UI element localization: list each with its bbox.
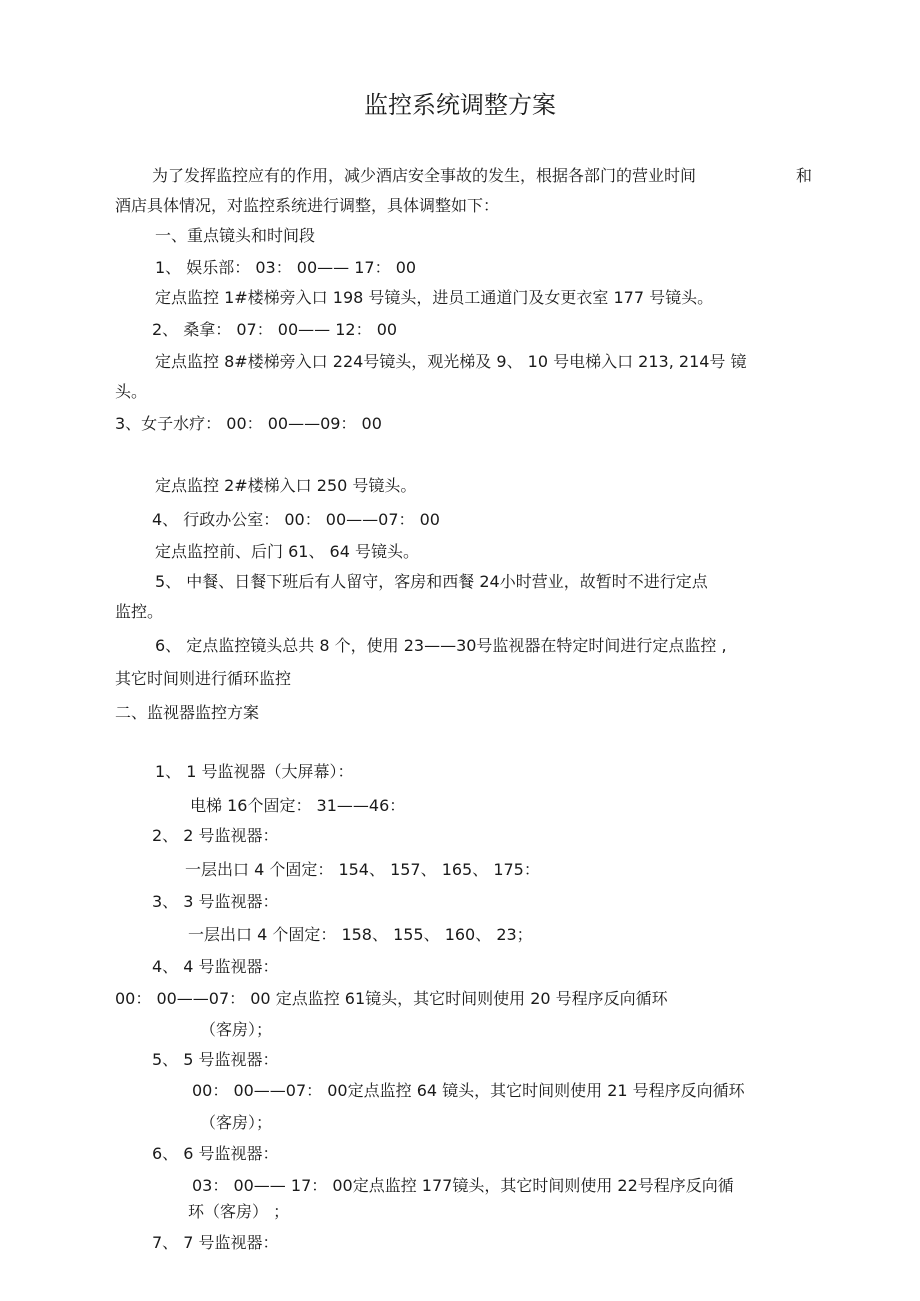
item-1-line: 1、 娱乐部： 03： 00—— 17： 00 bbox=[155, 258, 417, 277]
monitor-7-label: 7、 7 号监视器： bbox=[152, 1233, 279, 1252]
item-4-line: 4、 行政办公室： 00： 00——07： 00 bbox=[152, 510, 440, 529]
document-title: 监控系统调整方案 bbox=[364, 91, 556, 119]
item-6-line: 6、 定点监控镜头总共 8 个，使用 23——30号监视器在特定时间进行定点监控 , bbox=[155, 636, 727, 655]
monitor-6-cont: 环（客房） ； bbox=[188, 1202, 290, 1221]
monitor-5-detail: 00： 00——07： 00定点监控 64 镜头，其它时间则使用 21 号程序反向循环 bbox=[192, 1081, 745, 1100]
intro-line-2: 酒店具体情况，对监控系统进行调整，具体调整如下： bbox=[115, 196, 500, 215]
intro-line-1-end: 和 bbox=[796, 166, 813, 185]
monitor-5-label: 5、 5 号监视器： bbox=[152, 1050, 279, 1069]
monitor-2-detail: 一层出口 4 个固定： 154、 157、 165、 175： bbox=[185, 860, 540, 879]
monitor-4-detail: 00： 00——07： 00 定点监控 61镜头，其它时间则使用 20 号程序反向循环 bbox=[115, 989, 668, 1008]
item-3-detail: 定点监控 2#楼梯入口 250 号镜头。 bbox=[155, 476, 417, 495]
monitor-5-cont: （客房）； bbox=[200, 1113, 273, 1132]
intro-line-1: 为了发挥监控应有的作用，减少酒店安全事故的发生，根据各部门的营业时间 bbox=[152, 166, 697, 185]
item-6-cont: 其它时间则进行循环监控 bbox=[115, 669, 292, 688]
section-2-heading: 二、监视器监控方案 bbox=[115, 703, 260, 722]
item-2-detail: 定点监控 8#楼梯旁入口 224号镜头，观光梯及 9、 10 号电梯入口 213, 214号 镜 bbox=[155, 352, 747, 371]
monitor-1-detail: 电梯 16个固定： 31——46： bbox=[190, 796, 406, 815]
monitor-1-label: 1、 1 号监视器（大屏幕）： bbox=[155, 762, 354, 781]
item-5-line: 5、 中餐、日餐下班后有人留守，客房和西餐 24小时营业，故暂时不进行定点 bbox=[155, 572, 708, 591]
monitor-3-label: 3、 3 号监视器： bbox=[152, 892, 279, 911]
monitor-4-label: 4、 4 号监视器： bbox=[152, 957, 279, 976]
item-2-detail-cont: 头。 bbox=[115, 382, 148, 401]
item-4-detail: 定点监控前、后门 61、 64 号镜头。 bbox=[155, 542, 419, 561]
monitor-3-detail: 一层出口 4 个固定： 158、 155、 160、 23； bbox=[188, 925, 533, 944]
monitor-6-detail: 03： 00—— 17： 00定点监控 177镜头，其它时间则使用 22号程序反向循 bbox=[192, 1176, 734, 1195]
item-5-cont: 监控。 bbox=[115, 602, 164, 621]
item-3-line: 3、女子水疗： 00： 00——09： 00 bbox=[115, 414, 382, 433]
monitor-6-label: 6、 6 号监视器： bbox=[152, 1144, 279, 1163]
monitor-2-label: 2、 2 号监视器： bbox=[152, 826, 279, 845]
section-1-heading: 一、重点镜头和时间段 bbox=[155, 226, 316, 245]
item-2-line: 2、 桑拿： 07： 00—— 12： 00 bbox=[152, 320, 398, 339]
item-1-detail: 定点监控 1#楼梯旁入口 198 号镜头，进员工通道门及女更衣室 177 号镜头。 bbox=[155, 288, 714, 307]
monitor-4-cont: （客房）； bbox=[200, 1020, 273, 1039]
